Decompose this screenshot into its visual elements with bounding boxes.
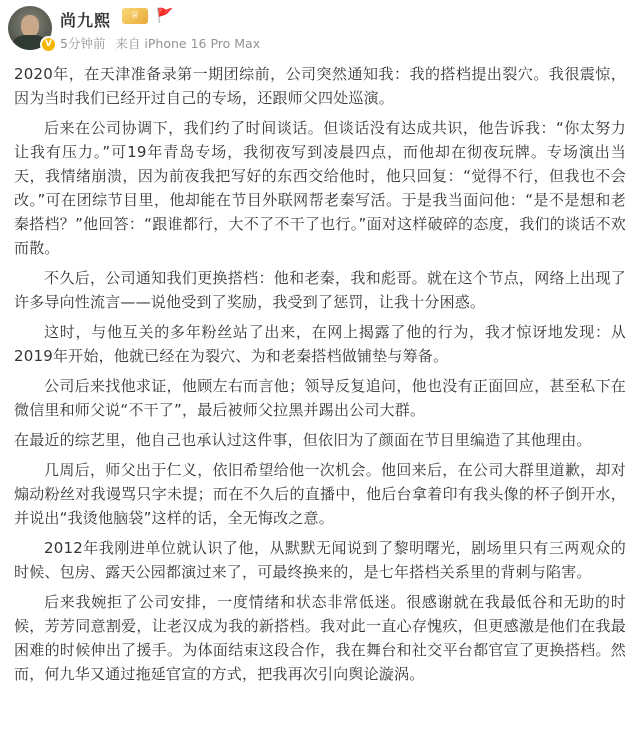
avatar-face	[21, 15, 39, 37]
post-time: 5分钟前	[60, 36, 106, 51]
paragraph: 后来我婉拒了公司安排，一度情绪和状态非常低迷。很感谢就在我最低谷和无助的时候，芳芳同意割爱，让老汉成为我的新搭档。我对此一直心存愧疚，但更感激是他们在我最困难的时候伸出了援手。为体面结束这段合作，我在舞台和社交平台都官宣了更换搭档。然而，何九华又通过拖延官宣的方式，把我再次引向舆论漩涡。	[14, 593, 626, 683]
paragraph: 后来在公司协调下，我们约了时间谈话。但谈话没有达成共识，他告诉我：“你太努力让我有压力。”可19年青岛专场，我彻夜写到凌晨四点，而他却在彻夜玩牌。专场演出当天，我情绪崩溃，因为前夜我把写好的东西交给他时，他只回复：“觉得不行，但我也不会改。”可在团综节目里，他却能在节目外联网帮老秦写活。于是我当面问他：“是不是想和老秦搭档？”他回答：“跟谁都行，大不了不干了也行。”面对这样破碎的态度，我们的谈话不欢而散。	[14, 119, 626, 257]
verified-badge-icon: V	[40, 36, 57, 53]
post-header	[0, 0, 640, 56]
author-badges	[122, 8, 173, 24]
member-level-icon[interactable]: ♕	[122, 8, 148, 24]
post-meta	[60, 34, 266, 52]
post-content	[0, 56, 640, 686]
paragraph: 2020年，在天津准备录第一期团综前，公司突然通知我：我的搭档提出裂穴。我很震惊，因为当时我们已经开过自己的专场，还跟师父四处巡演。	[14, 65, 626, 107]
post-source: 来自 iPhone 16 Pro Max	[115, 36, 261, 51]
paragraph: 几周后，师父出于仁义，依旧希望给他一次机会。他回来后，在公司大群里道歉，却对煽动粉丝对我谩骂只字未提；而在不久后的直播中，他后台拿着印有我头像的杯子倒开水，并说出“我烫他脑袋”这样的话，全无悔改之意。	[14, 461, 626, 527]
paragraph: 2012年我刚进单位就认识了他，从默默无闻说到了黎明曙光，剧场里只有三两观众的时候、包房、露天公园都演过来了，可最终换来的，是七年搭档关系里的背刺与陷害。	[14, 539, 626, 581]
paragraph: 不久后，公司通知我们更换搭档：他和老秦，我和彪哥。就在这个节点，网络上出现了许多导向性流言——说他受到了奖励，我受到了惩罚，让我十分困惑。	[14, 269, 626, 311]
paragraph: 公司后来找他求证，他顾左右而言他；领导反复追问，他也没有正面回应，甚至私下在微信里和师父说“不干了”，最后被师父拉黑并踢出公司大群。	[14, 377, 626, 419]
paragraph: 这时，与他互关的多年粉丝站了出来，在网上揭露了他的行为，我才惊讶地发现：从2019年开始，他就已经在为裂穴、为和老秦搭档做铺垫与筹备。	[14, 323, 626, 365]
paragraph: 在最近的综艺里，他自己也承认过这件事，但依旧为了颜面在节目里编造了其他理由。	[14, 431, 592, 449]
author-name[interactable]: 尚九熙	[60, 11, 112, 30]
flag-icon[interactable]: 🚩	[156, 8, 174, 24]
